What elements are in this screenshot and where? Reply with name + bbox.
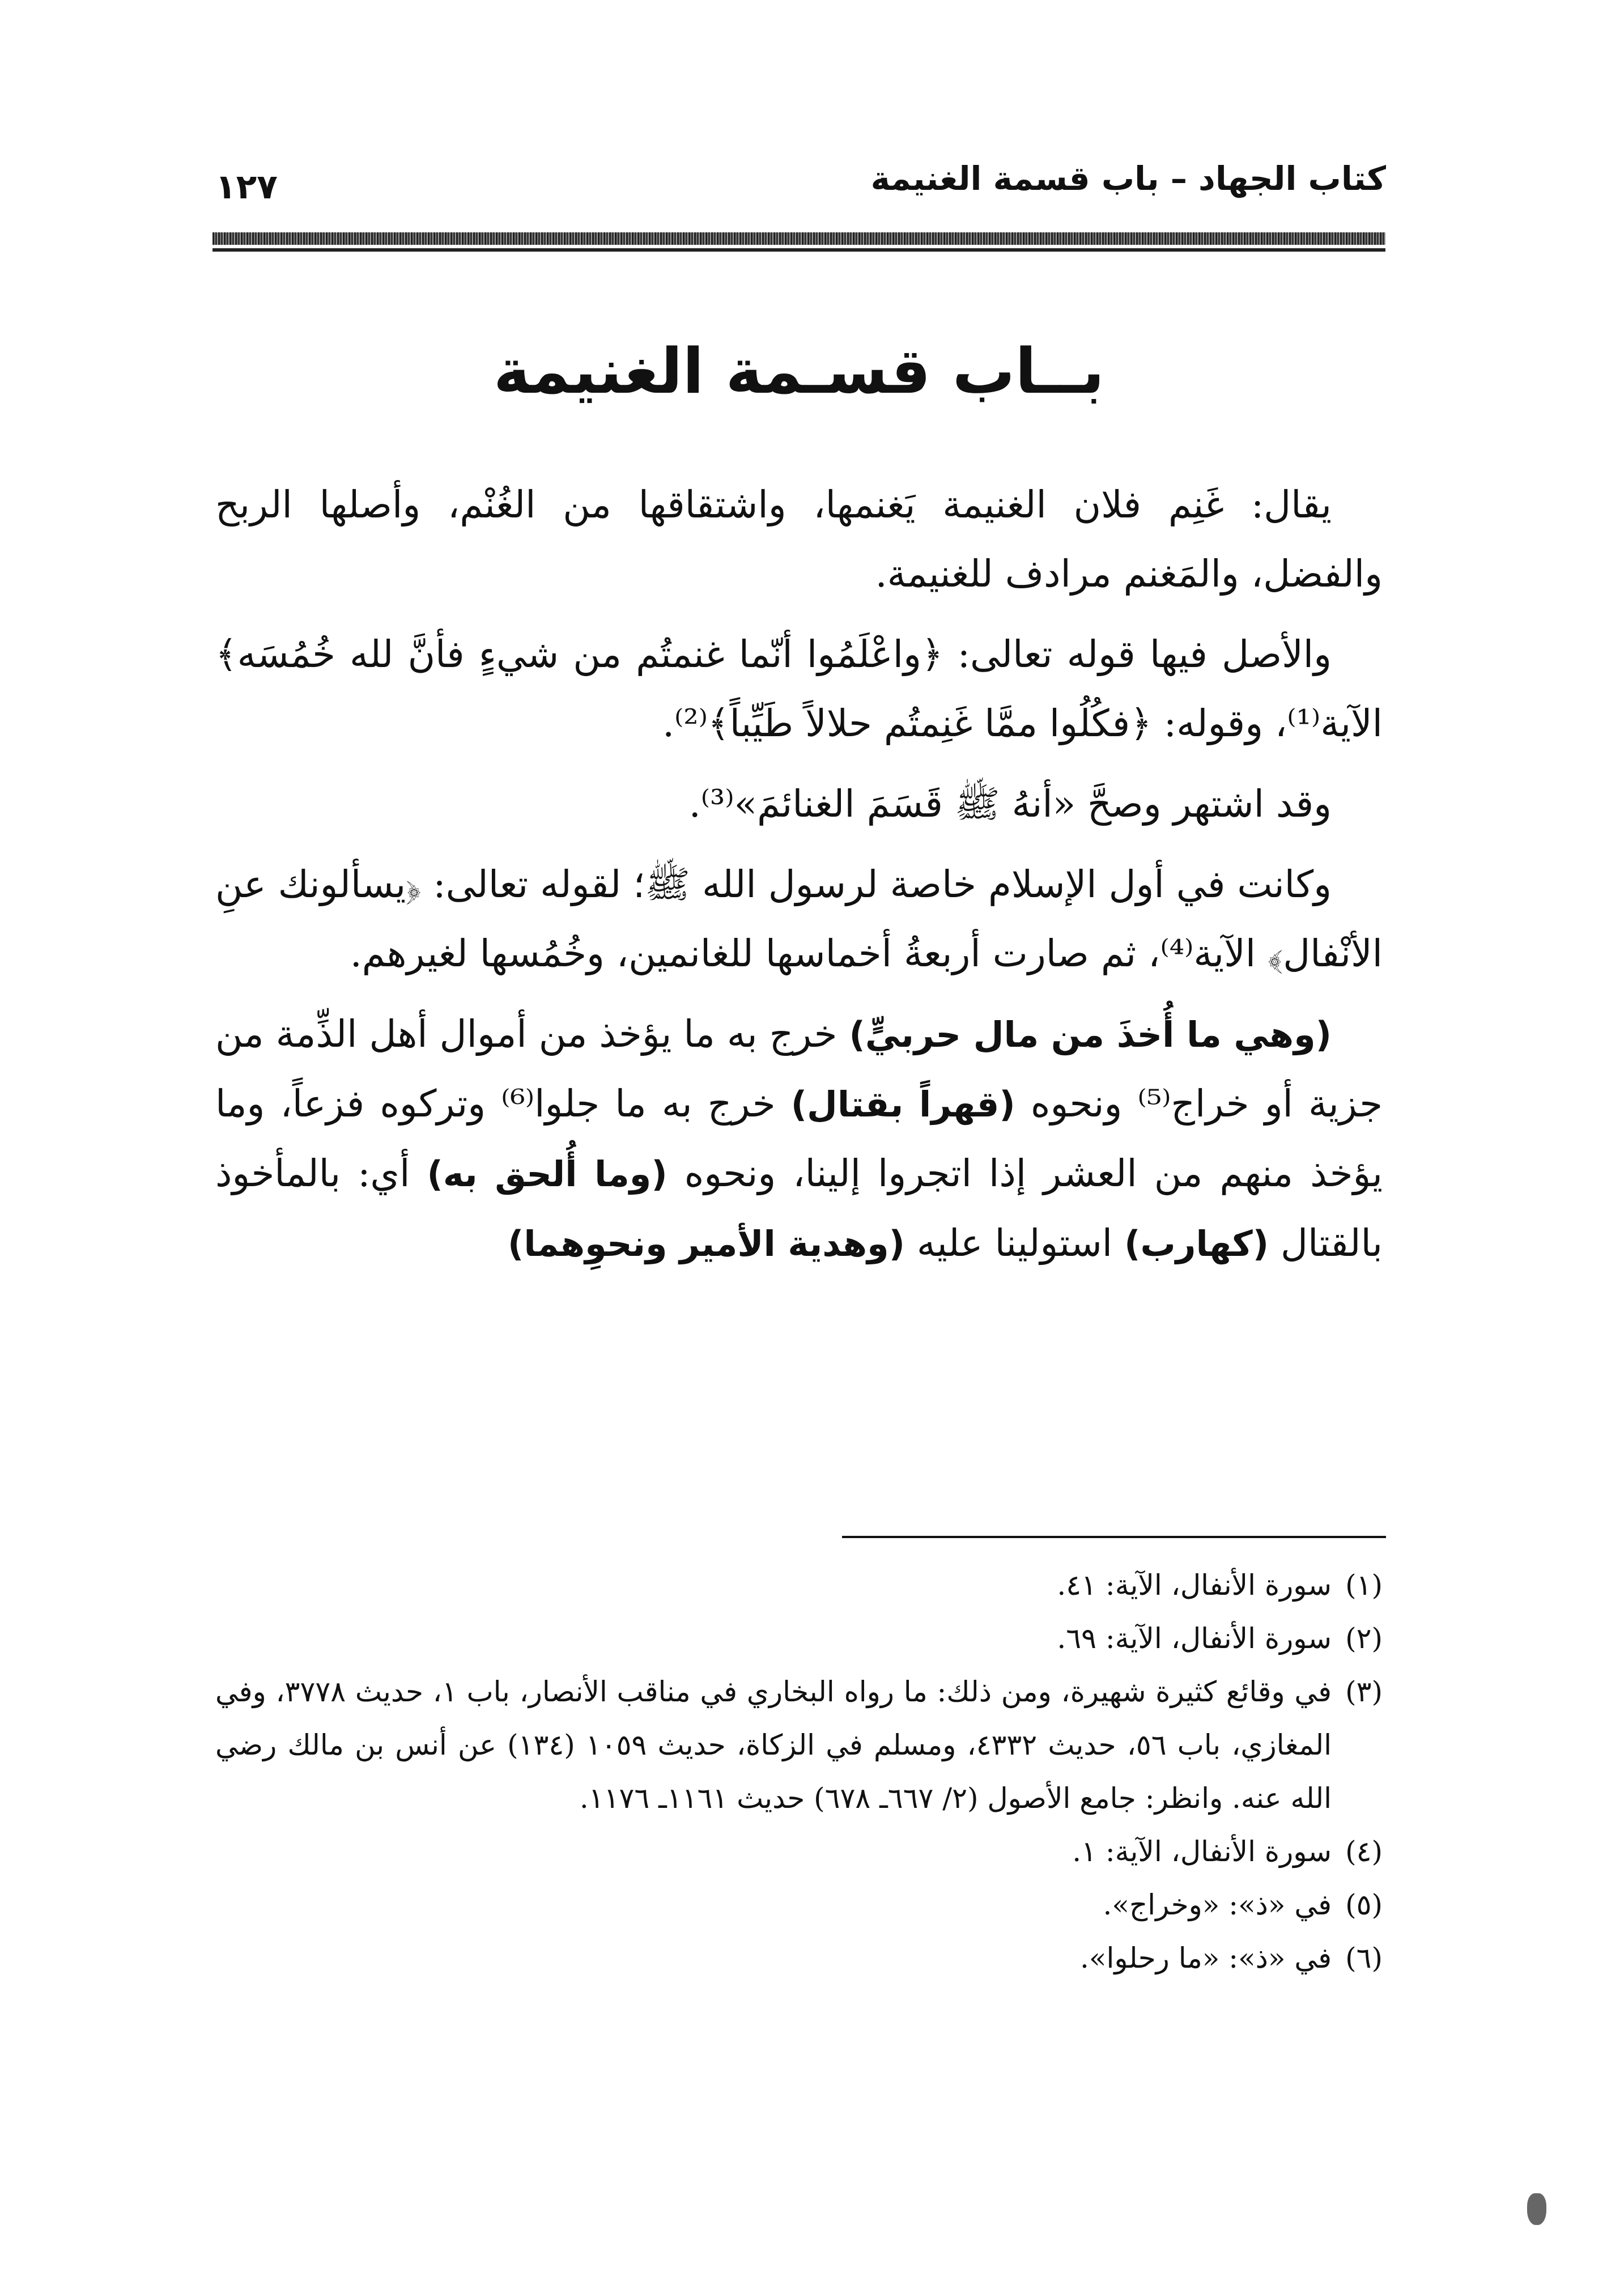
footnote xyxy=(215,1612,1383,1665)
page-number: ١٢٧ xyxy=(215,167,278,207)
commentary-text: خرج به ما جلوا⁽⁶⁾ وتركوه فزعاً، وما يؤخذ منهم من العشر إذا اتجروا إلينا، ونحوه xyxy=(215,1082,1383,1195)
paragraph-definition xyxy=(215,1000,1383,1279)
footnote-text: سورة الأنفال، الآية: ٦٩. xyxy=(1057,1622,1332,1655)
footnote xyxy=(215,1665,1383,1825)
footnote-number: (٢) xyxy=(1345,1622,1383,1655)
paragraph: يقال: غَنِم فلان الغنيمة يَغنمها، واشتقاقها من الغُنْم، وأصلها الربح والفضل، والمَغنم مرادف للغنيمة. xyxy=(215,483,1383,596)
footnote xyxy=(215,1878,1383,1931)
paragraph: وكانت في أول الإسلام خاصة لرسول الله ﷺ؛ لقوله تعالى: ﴿يسألونك عنِ الأنْفال﴾ الآية⁽⁴⁾، ثم صارت أربعةُ أخماسها للغانمين، وخُمُسها لغيرهم. xyxy=(215,863,1383,975)
footnote-text: سورة الأنفال، الآية: ١. xyxy=(1072,1835,1332,1868)
footnote-number: (٤) xyxy=(1345,1835,1383,1868)
footnote xyxy=(215,1825,1383,1878)
matn-phrase: (كهارب) xyxy=(1124,1223,1269,1264)
footnote xyxy=(215,1559,1383,1612)
paragraph: والأصل فيها قوله تعالى: ﴿واعْلَمُوا أنّما غنمتُم من شيءٍ فأنَّ لله خُمُسَه﴾ الآية⁽¹⁾، وقوله: ﴿فكُلُوا ممَّا غَنِمتُم حلالاً طَيِّباً﴾⁽²⁾. xyxy=(215,632,1383,745)
footnote xyxy=(215,1931,1383,1985)
matn-phrase: (وهي ما أُخذَ من مال حربيٍّ) xyxy=(849,1014,1332,1055)
paragraph: وقد اشتهر وصحَّ «أنهُ ﷺ قَسَمَ الغنائمَ»⁽³⁾. xyxy=(688,782,1332,826)
footnote-number: (١) xyxy=(1345,1569,1383,1602)
header-rule-thin xyxy=(212,248,1385,252)
running-title: كتاب الجهاد – باب قسمة الغنيمة xyxy=(870,159,1386,198)
scan-mark xyxy=(1527,2193,1546,2225)
footnote-text: في «ذ»: «وخراج». xyxy=(1103,1888,1332,1921)
body-text xyxy=(215,470,1383,1290)
commentary-text: استولينا عليه xyxy=(904,1221,1125,1265)
footnote-number: (٥) xyxy=(1345,1888,1383,1921)
running-head xyxy=(215,156,1386,207)
footnote-text: في «ذ»: «ما رحلوا». xyxy=(1080,1942,1332,1974)
footnote-separator xyxy=(842,1536,1386,1538)
header-rule xyxy=(212,232,1385,245)
footnote-text: سورة الأنفال، الآية: ٤١. xyxy=(1057,1569,1332,1602)
commentary-text: خرج به ما يؤخذ من أموال أهل الذِّمة من جزية أو خراج⁽⁵⁾ ونحوه xyxy=(215,1012,1383,1126)
commentary-text: أي: بالمأخوذ بالقتال xyxy=(215,1152,1383,1265)
chapter-title: بــاب قسـمة الغنيمة xyxy=(493,335,1105,407)
matn-phrase: (وما أُلحق به) xyxy=(427,1153,668,1195)
footnote-text: في وقائع كثيرة شهيرة، ومن ذلك: ما رواه البخاري في مناقب الأنصار، باب ١، حديث ٣٧٧٨، وفي المغازي، باب ٥٦، حديث ٤٣٣٢، ومسلم في الزكاة، حديث ١٠٥٩ (١٣٤) عن أنس بن مالك رضي الله عنه. وانظر: جامع الأصول (٢/ ٦٦٧ـ ٦٧٨) حديث ١١٦١ـ ١١٧٦. xyxy=(215,1675,1332,1815)
footnotes xyxy=(215,1559,1383,1985)
matn-phrase: (وهدية الأمير ونحوِهما) xyxy=(508,1223,905,1264)
footnote-number: (٦) xyxy=(1345,1942,1383,1974)
footnote-number: (٣) xyxy=(1345,1675,1383,1708)
matn-phrase: (قهراً بقتال) xyxy=(790,1084,1015,1125)
